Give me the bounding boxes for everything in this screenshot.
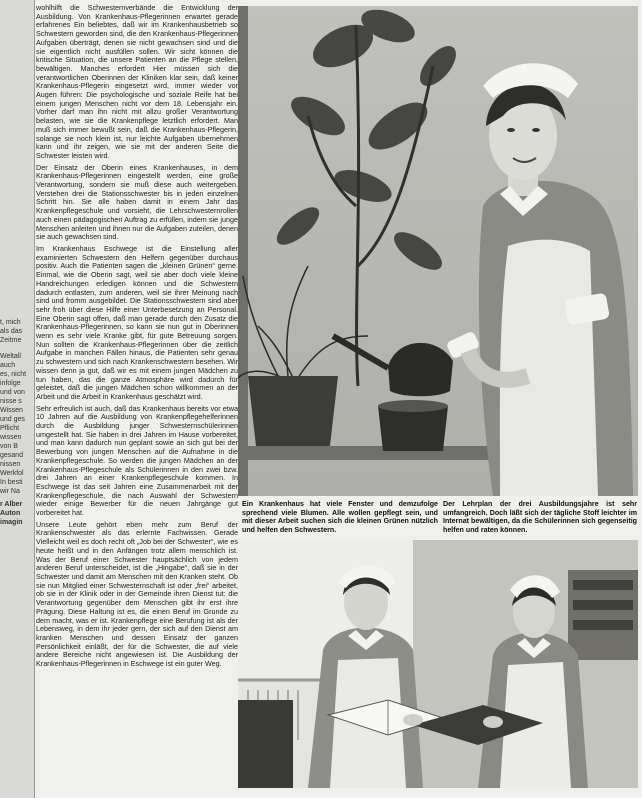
article-paragraph-3: Im Krankenhaus Eschwege ist die Einstellung aller examinierten Schwestern den Helfern gegenüber durchaus positiv. Auch die Patienten sagen die „kleinen Grünen“ gerne. Einmal, wie die Oberin sagt, weil sie aber doch viele kleine Handreichungen erledigen können und die Schwestern dadurch entlasten, zum anderen, weil sie ihrer Meinung nach sind und fromm ausgebildet. Die Stationsschwestern sind aber sehr froh über diese Hilfe einer Unterbesetzung an Personal. Eine Oberin sagt offen, daß man gerade durch den Zusatz die Krankenhaus-Pflegerinnen, so kann sie nun gut in Oberinnen wenn es sehr viele Kranke gibt, für gute Betreuung sorgen. Nun sollten die Krankenhaus-Pflegerinnen über die zeitlich Aufgabe in manchen Fällen hinaus, die Patienten sehr genau zu schwestern und sich nach Krankenschwestern besehen. Wir wissen denn ja gut, daß wir es mit einem jungen Mädchen zu tun haben, das die ganze Atmosphäre wird dadurch für geleistet, daß die jungen Mädchen schon willkommen an der Arbeit und die Arbeit in Krankenhaus geschätzt wird. <box>36 243 238 401</box>
article-paragraph-4: Sehr erfreulich ist auch, daß das Krankenhaus bereits vor etwa 10 Jahren auf die Ausbildung von Krankenpflegehelferinnen durch die Ausbildung junger Schwesternschülerinnen umgestellt hat. Sie haben in drei Jahren im Hause vorbereitet, und man kann dadurch nun geplant sowie an sich gut bei der Bewerbung von jungen Menschen auf die Aufnahme in die Krankenpflegeschule. So werden die jungen Mädchen an der Krankenhaus-Pflegeschule als Schülerinnen in den zwei bzw. drei Jahren an einer Krankenpflegeschule kommen. In Eschwege ist das seit Jahren eine Zusammenarbeit mit der Krankenpflegeschule, die nach Auswahl der Schwestern wieder einige Bewerber für die neuen Jahrgänge gut vorbereitet hat. <box>36 403 238 518</box>
previous-page-fragment-2: Weltall auch es, nicht infolge und von nisse s Wissen und ges Pflicht wissen von B gesand nissen Werkfol In besti wir Na <box>0 353 27 495</box>
article-paragraph-1: wohlhilft die Schwesternverbände die Entwicklung der Ausbildung. Von Krankenhaus-Pflegerinnen erwartet gerade erfahrenes Ein beliebtes, daß wir im Krankenhausbetrieb so Schwestern geworden sind, die den Krankenhaus-Pflegerinnen Aufgaben überträgt, denen sie nicht gewachsen sind und die sie eigentlich nicht ausfüllen sollen. Wir sicht können die kritische Situation, die unsere Patienten an die Pflege stellen, bewältigen. Manches erfordert Hier müssen sich die verantwortlichen Oberinnen der Kliniken klar sein, daß keiner Krankenhaus-Pflegerin eingesetzt wird, immer wieder vor Augen führen: Die psychologische und soziale Reife hat bei einem jungen Menschen nicht vor dem 18. Lebensjahr ein. Vorher darf man ihn nicht mit allzu großer Verantwortung belasten, wie sie die Krankenpflege letztlich erfordert. Man muß sich immer bewußt sein, daß die Krankenhaus-Pflegerin, solange sie noch klein ist, nur leichte Aufgaben übernehmen kann und ihr zeigen, wie sie mit der anderen Seite die Schwester leisten wird. <box>36 4 238 160</box>
previous-page-fragment-1: t, mich als das Zeitme <box>0 319 23 344</box>
article-paragraph-2: Der Einsatz der Oberin eines Krankenhauses, in dem Krankenhaus-Pflegerinnen eingestellt werden, eine große Verantwortung, sondern sie muß diese auch weitergeben. Verstehen drei die Stationsschwester bis in jeden einzelnen Schritt hin. Sie alle haben damit in einem Jahr das Krankenpflegeschule und vorsieht, die Lehrschwesternrollen auch einen pädagogischen Auftrag zu erfüllen, indem sie junge Menschen anleiten und ihnen nur die Aufgaben zuteilen, denen sie auch gewachsen sind. <box>36 162 238 242</box>
photo-nurses-studying <box>238 540 638 788</box>
caption-left: Ein Krankenhaus hat viele Fenster und demzufolge sprechend viele Blumen. Alle wollen gepflegt sein, und mit dieser Arbeit suchen sich die kleinen Grünen nützlich und helfen den Schwestern. <box>242 500 438 534</box>
previous-page-fragment-3: r Alber Auton imagin <box>0 501 23 526</box>
photo-nurse-watering-plants <box>238 6 638 496</box>
article-paragraph-5: Unsere Leute gehört eben mehr zum Beruf der Krankenschwester als das erlernte Fachwissen. Gerade Vielleicht weil es doch recht oft „Job bei der Schwester“, wie es heute heißt und in den Anfängen trotz allem menschlich ist. Was der Beruf einer Schwester hauptsächlich von jedem anderen Beruf unterscheidet, ist die „Hingabe“, daß sie in der Schwester und damit am Menschen mit den Kranken steht. Ob sie nun Mitglied einer Schwesternschaft ist oder „frei“ arbeitet, ob sie in der Klinik oder in der Gemeinde ihren Dienst tut: die Verantwortung gegenüber dem Menschen gibt ihr erst ihre Prägung. Diese Haltung ist es, die einen Beruf im Grunde zu dem macht, was er ist. Krankenpflege eine Berufung ist als der Lebensweg, in dem ihr jeder gern, der sich auf den Dienst am kranken Menschen und dessen Einsatz der ganzen Persönlichkeit einläßt, der für die Schwester, die auf viele andere Bereiche nicht angewiesen ist. Die Ausbildung der Krankenhaus-Pflegerinnen in Eschwege ist ein guter Weg. <box>36 519 238 669</box>
previous-page-edge <box>0 0 35 798</box>
caption-right: Der Lehrplan der drei Ausbildungsjahre ist sehr umfangreich. Doch läßt sich der tägliche Stoff leichter im Internat bewältigen, da die Schülerinnen sich gegenseitig helfen und raten können. <box>443 500 637 534</box>
article-text-column <box>36 4 238 794</box>
